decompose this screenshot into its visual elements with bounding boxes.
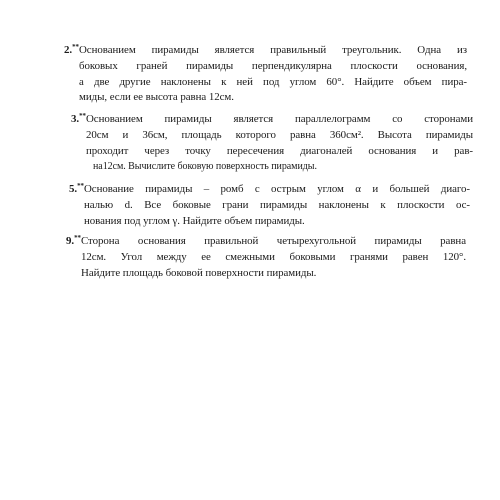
problem-line: миды, если ее высота равна 12см. [79,91,234,104]
problem-line: Найдите площадь боковой поверхности пирамиды. [81,266,317,279]
problem-line: а две другие наклонены к ней под углом 60°. Найдите объем пира- [79,75,467,88]
problem-line: 9.**Сторона основания правильной четырехугольной пирамиды равна [66,234,466,247]
problem-5 [69,182,470,229]
problem-line: проходит через точку пересечения диагоналей основания и рав- [86,144,473,157]
problem-number: 5.** [69,182,84,195]
problem-line: 2.**Основанием пирамиды является правильный треугольник. Одна из [64,43,467,56]
problem-line: на12см. Вычислите боковую поверхность пирамиды. [93,161,317,173]
problem-line: нования под углом γ. Найдите объем пирамиды. [84,214,305,227]
problem-line: боковых граней пирамиды перпендикулярна плоскости основания, [79,59,467,72]
problem-line: налью d. Все боковые грани пирамиды наклонены к плоскости ос- [84,198,470,211]
problem-number: 3.** [71,112,86,125]
problem-2 [64,43,467,106]
problem-line: 12см. Угол между ее смежными боковыми гранями равен 120°. [81,250,466,263]
problem-9 [66,234,466,281]
problem-number: 9.** [66,234,81,247]
problem-3 [71,112,473,175]
problem-line: 5.**Основание пирамиды – ромб с острым углом α и большей диаго- [69,182,470,195]
problem-line: 20см и 36см, площадь которого равна 360см². Высота пирамиды [86,128,473,141]
problem-line: 3.**Основанием пирамиды является параллелограмм со сторонами [71,112,473,125]
problem-number: 2.** [64,43,79,56]
